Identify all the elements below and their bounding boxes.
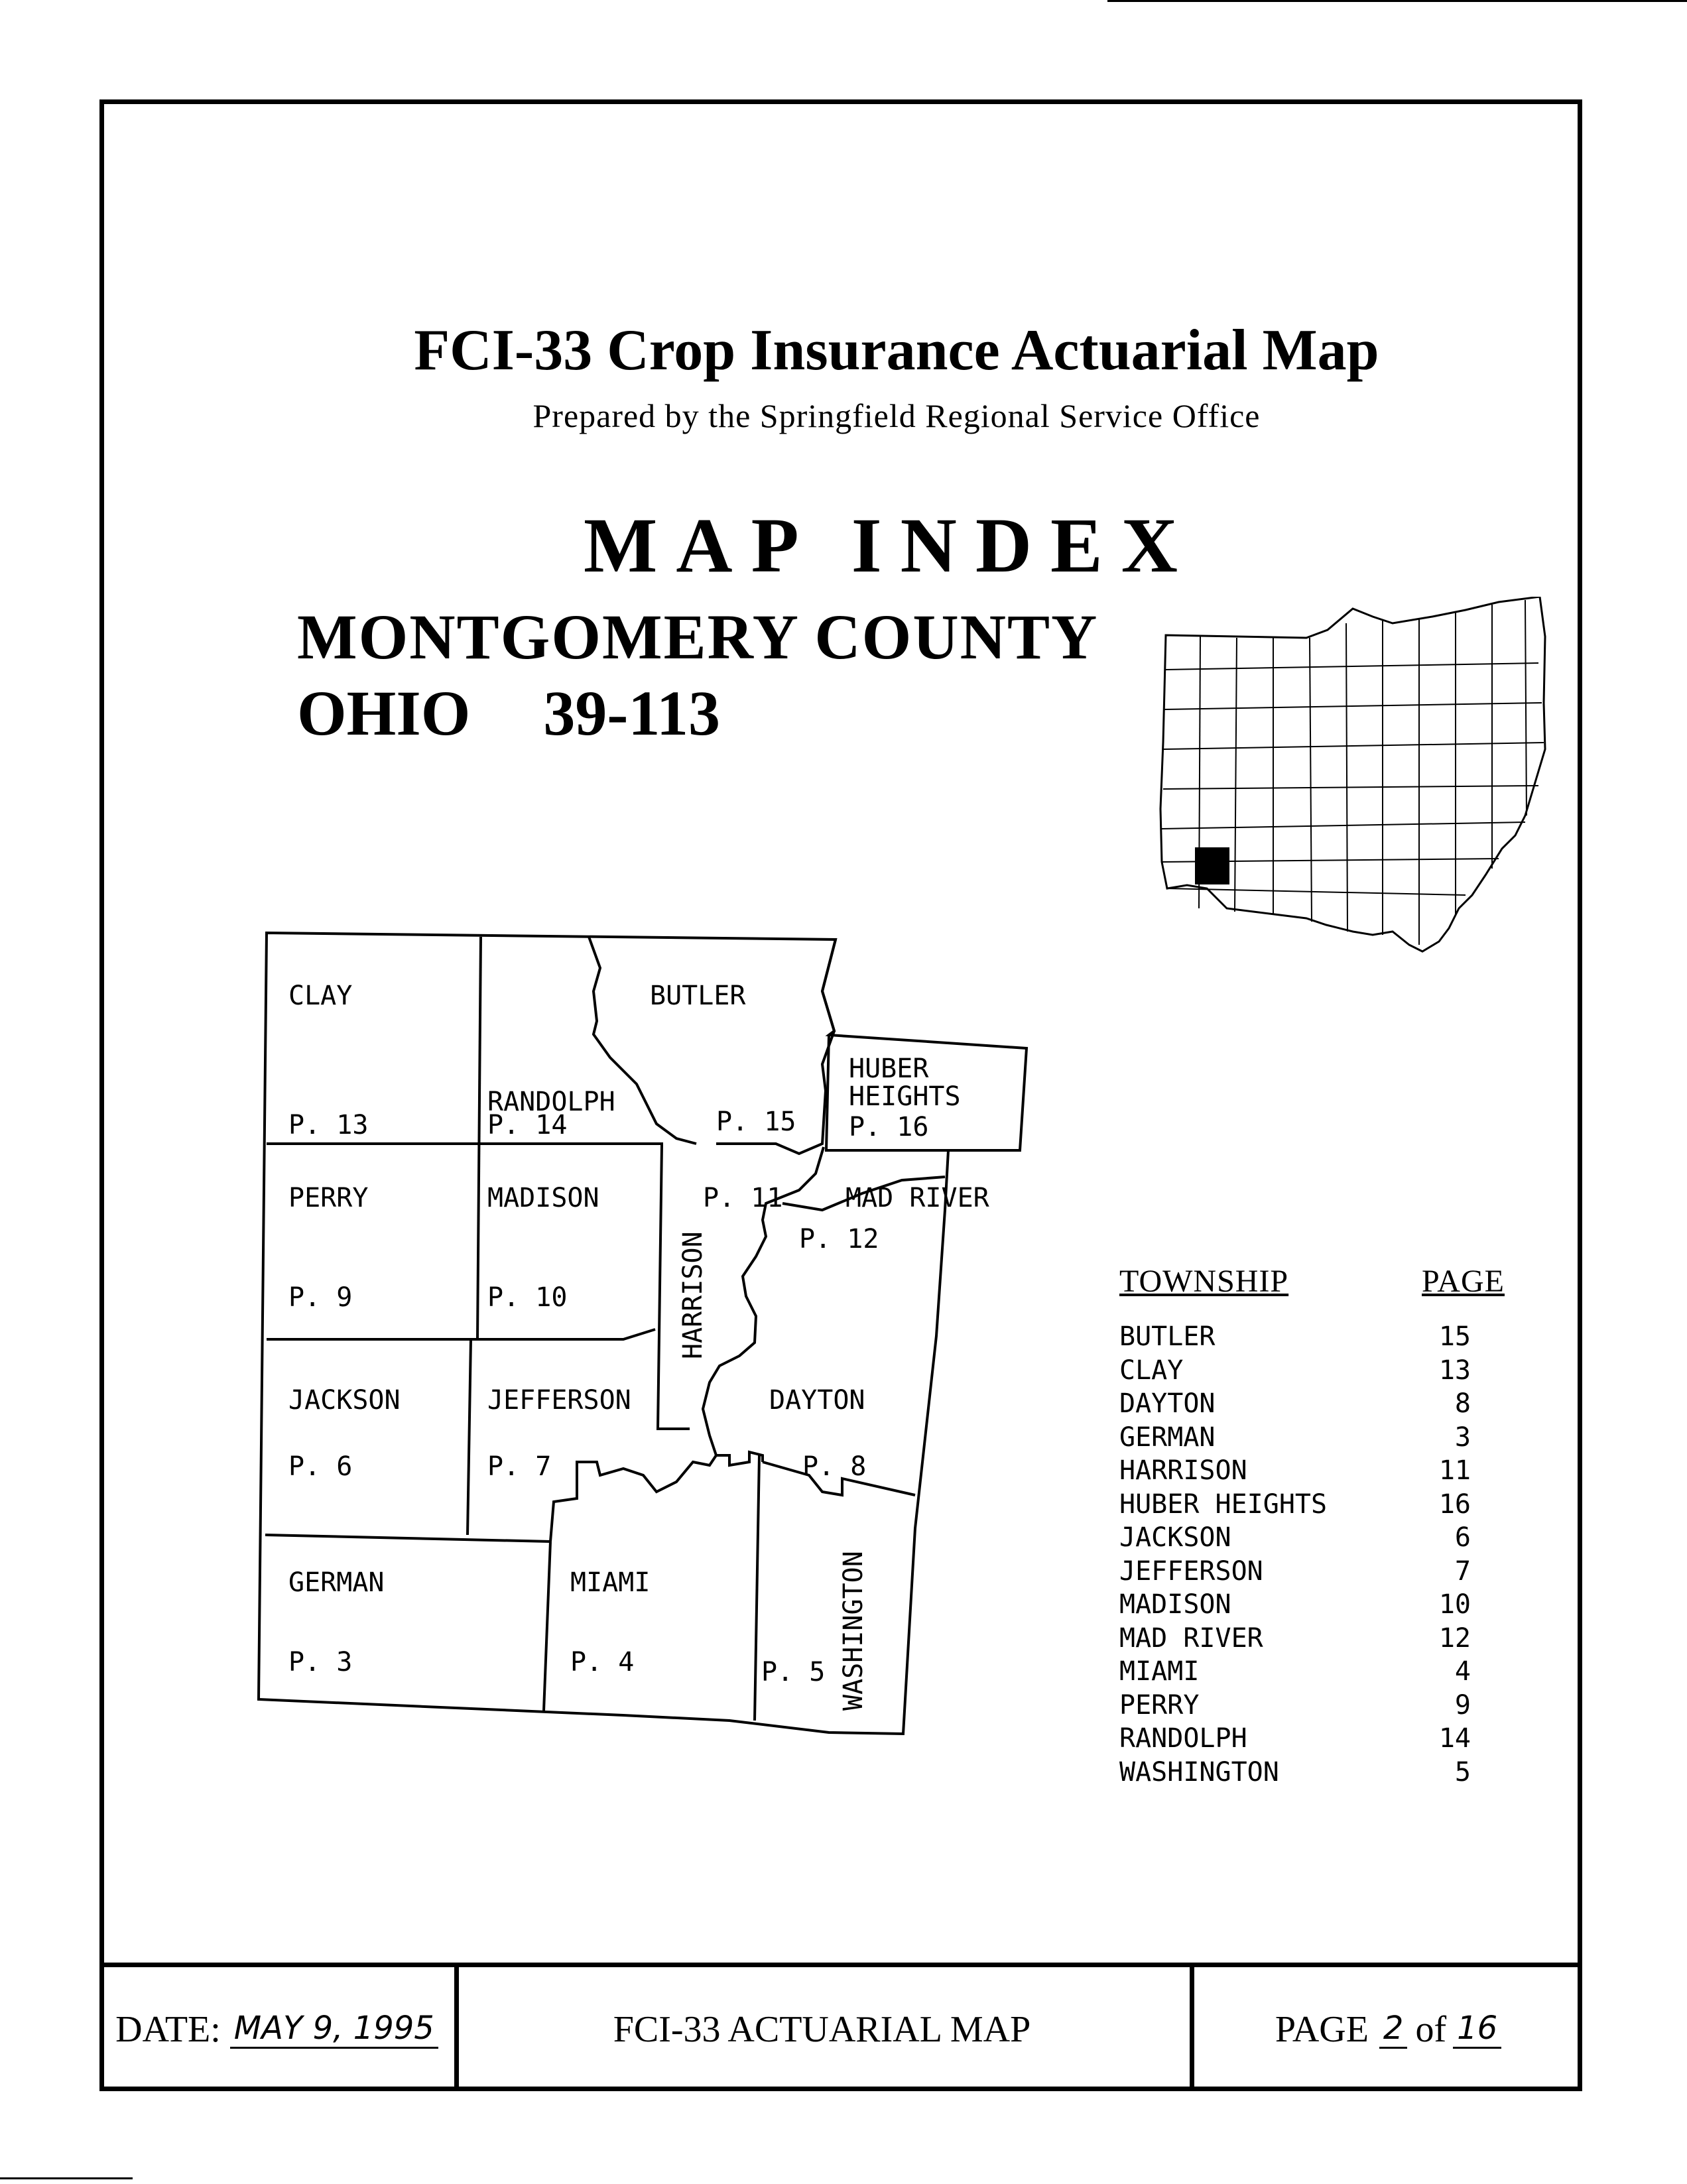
boundary-madison-s <box>267 1329 655 1339</box>
index-township: BUTLER <box>1119 1321 1216 1352</box>
page-german: P. 3 <box>288 1647 353 1677</box>
page-madriver: P. 12 <box>799 1224 879 1254</box>
index-page: 8 <box>1454 1388 1471 1419</box>
label-madison: MADISON <box>487 1183 599 1213</box>
index-row <box>1119 1690 1517 1724</box>
index-township: HARRISON <box>1119 1455 1247 1486</box>
index-row <box>1119 1422 1517 1456</box>
index-row <box>1119 1455 1517 1489</box>
col-township-header: TOWNSHIP <box>1119 1264 1289 1299</box>
state-code-line <box>297 676 720 750</box>
page-dayton: P. 8 <box>802 1451 867 1482</box>
index-row <box>1119 1355 1517 1389</box>
map-index-heading: MAP INDEX <box>584 502 1196 589</box>
label-jefferson: JEFFERSON <box>487 1385 631 1416</box>
index-page: 16 <box>1438 1488 1471 1520</box>
index-township: WASHINGTON <box>1119 1756 1279 1788</box>
page-huber: P. 16 <box>849 1112 929 1142</box>
label-jackson: JACKSON <box>288 1385 401 1416</box>
boundary-clay-randolph <box>477 937 481 1339</box>
index-township: DAYTON <box>1119 1388 1216 1419</box>
label-miami: MIAMI <box>570 1567 651 1598</box>
township-map <box>252 925 1034 1740</box>
montgomery-county-highlight <box>1195 847 1229 884</box>
index-township: PERRY <box>1119 1689 1200 1721</box>
index-row <box>1119 1388 1517 1422</box>
page-madison: P. 10 <box>487 1282 568 1313</box>
page-randolph: P. 14 <box>487 1110 568 1140</box>
footer-bar <box>99 1963 1582 2091</box>
date-value: MAY 9, 1995 <box>230 2010 438 2049</box>
index-page: 11 <box>1438 1455 1471 1486</box>
page-label: PAGE <box>1275 2008 1369 2050</box>
index-page: 9 <box>1454 1689 1471 1721</box>
index-township: GERMAN <box>1119 1422 1216 1453</box>
page-harrison: P. 11 <box>703 1183 783 1213</box>
index-page: 3 <box>1454 1422 1471 1453</box>
township-index-table <box>1119 1263 1517 1790</box>
boundary-miami-e <box>755 1455 759 1721</box>
page-title: FCI-33 Crop Insurance Actuarial Map <box>414 318 1379 383</box>
index-township: HUBER HEIGHTS <box>1119 1488 1328 1520</box>
index-township: MADISON <box>1119 1589 1231 1620</box>
ohio-outline <box>1160 597 1545 951</box>
index-page: 6 <box>1454 1522 1471 1553</box>
page-number: 2 <box>1379 2010 1408 2049</box>
footer-date-cell <box>99 1967 459 2091</box>
index-rows <box>1119 1321 1517 1790</box>
county-code: 39-113 <box>543 678 721 749</box>
label-washington: WASHINGTON <box>838 1551 869 1711</box>
label-randolph: RANDOLPH <box>487 1087 615 1117</box>
index-township: MAD RIVER <box>1119 1622 1263 1654</box>
index-page: 14 <box>1438 1723 1471 1754</box>
index-row <box>1119 1321 1517 1355</box>
label-huber: HUBER <box>849 1054 929 1084</box>
page-miami: P. 4 <box>570 1647 635 1677</box>
label-harrison: HARRISON <box>678 1231 708 1359</box>
date-label: DATE: <box>115 2008 221 2050</box>
boundary-miami-w <box>544 1542 550 1711</box>
label-german: GERMAN <box>288 1567 385 1598</box>
index-row <box>1119 1522 1517 1556</box>
index-township: RANDOLPH <box>1119 1723 1247 1754</box>
state-name: OHIO <box>297 678 471 749</box>
page-perry: P. 9 <box>288 1282 353 1313</box>
index-row <box>1119 1656 1517 1690</box>
page-total: 16 <box>1453 2010 1501 2049</box>
index-row <box>1119 1489 1517 1523</box>
index-page: 10 <box>1438 1589 1471 1620</box>
index-row <box>1119 1723 1517 1757</box>
page-washington: P. 5 <box>761 1657 826 1687</box>
page-jackson: P. 6 <box>288 1451 353 1482</box>
label-dayton: DAYTON <box>769 1385 865 1416</box>
index-page: 7 <box>1454 1555 1471 1587</box>
col-page-header: PAGE <box>1422 1264 1505 1299</box>
county-name: MONTGOMERY COUNTY <box>297 601 1099 672</box>
index-township: MIAMI <box>1119 1656 1200 1687</box>
footer-page-cell <box>1190 1967 1582 2091</box>
label-perry: PERRY <box>288 1183 369 1213</box>
page-clay: P. 13 <box>288 1110 369 1140</box>
page-butler: P. 15 <box>716 1107 796 1137</box>
footer-map-title: FCI-33 ACTUARIAL MAP <box>613 2008 1031 2050</box>
index-page: 13 <box>1438 1355 1471 1386</box>
index-township: CLAY <box>1119 1355 1184 1386</box>
of-label: of <box>1415 2008 1447 2050</box>
footer-center-cell <box>454 1967 1190 2091</box>
index-row <box>1119 1757 1517 1791</box>
label-heights: HEIGHTS <box>849 1081 961 1112</box>
boundary-jefferson-s <box>468 1339 471 1535</box>
label-clay: CLAY <box>288 981 353 1011</box>
ohio-locator-map <box>1154 597 1552 1048</box>
scan-line-bottom <box>0 2177 133 2179</box>
index-page: 12 <box>1438 1622 1471 1654</box>
index-row <box>1119 1623 1517 1657</box>
index-row <box>1119 1589 1517 1623</box>
label-butler: BUTLER <box>650 981 746 1011</box>
index-page: 15 <box>1438 1321 1471 1352</box>
index-township: JACKSON <box>1119 1522 1231 1553</box>
index-page: 5 <box>1454 1756 1471 1788</box>
page-subtitle: Prepared by the Springfield Regional Service Office <box>532 397 1261 434</box>
index-page: 4 <box>1454 1656 1471 1687</box>
boundary-jefferson-dayton <box>550 1452 763 1542</box>
page-jefferson: P. 7 <box>487 1451 552 1482</box>
scan-line-top <box>1107 0 1687 2</box>
index-township: JEFFERSON <box>1119 1555 1263 1587</box>
label-madriver: MAD RIVER <box>845 1183 989 1213</box>
boundary-jackson-s <box>265 1535 550 1542</box>
index-row <box>1119 1556 1517 1590</box>
